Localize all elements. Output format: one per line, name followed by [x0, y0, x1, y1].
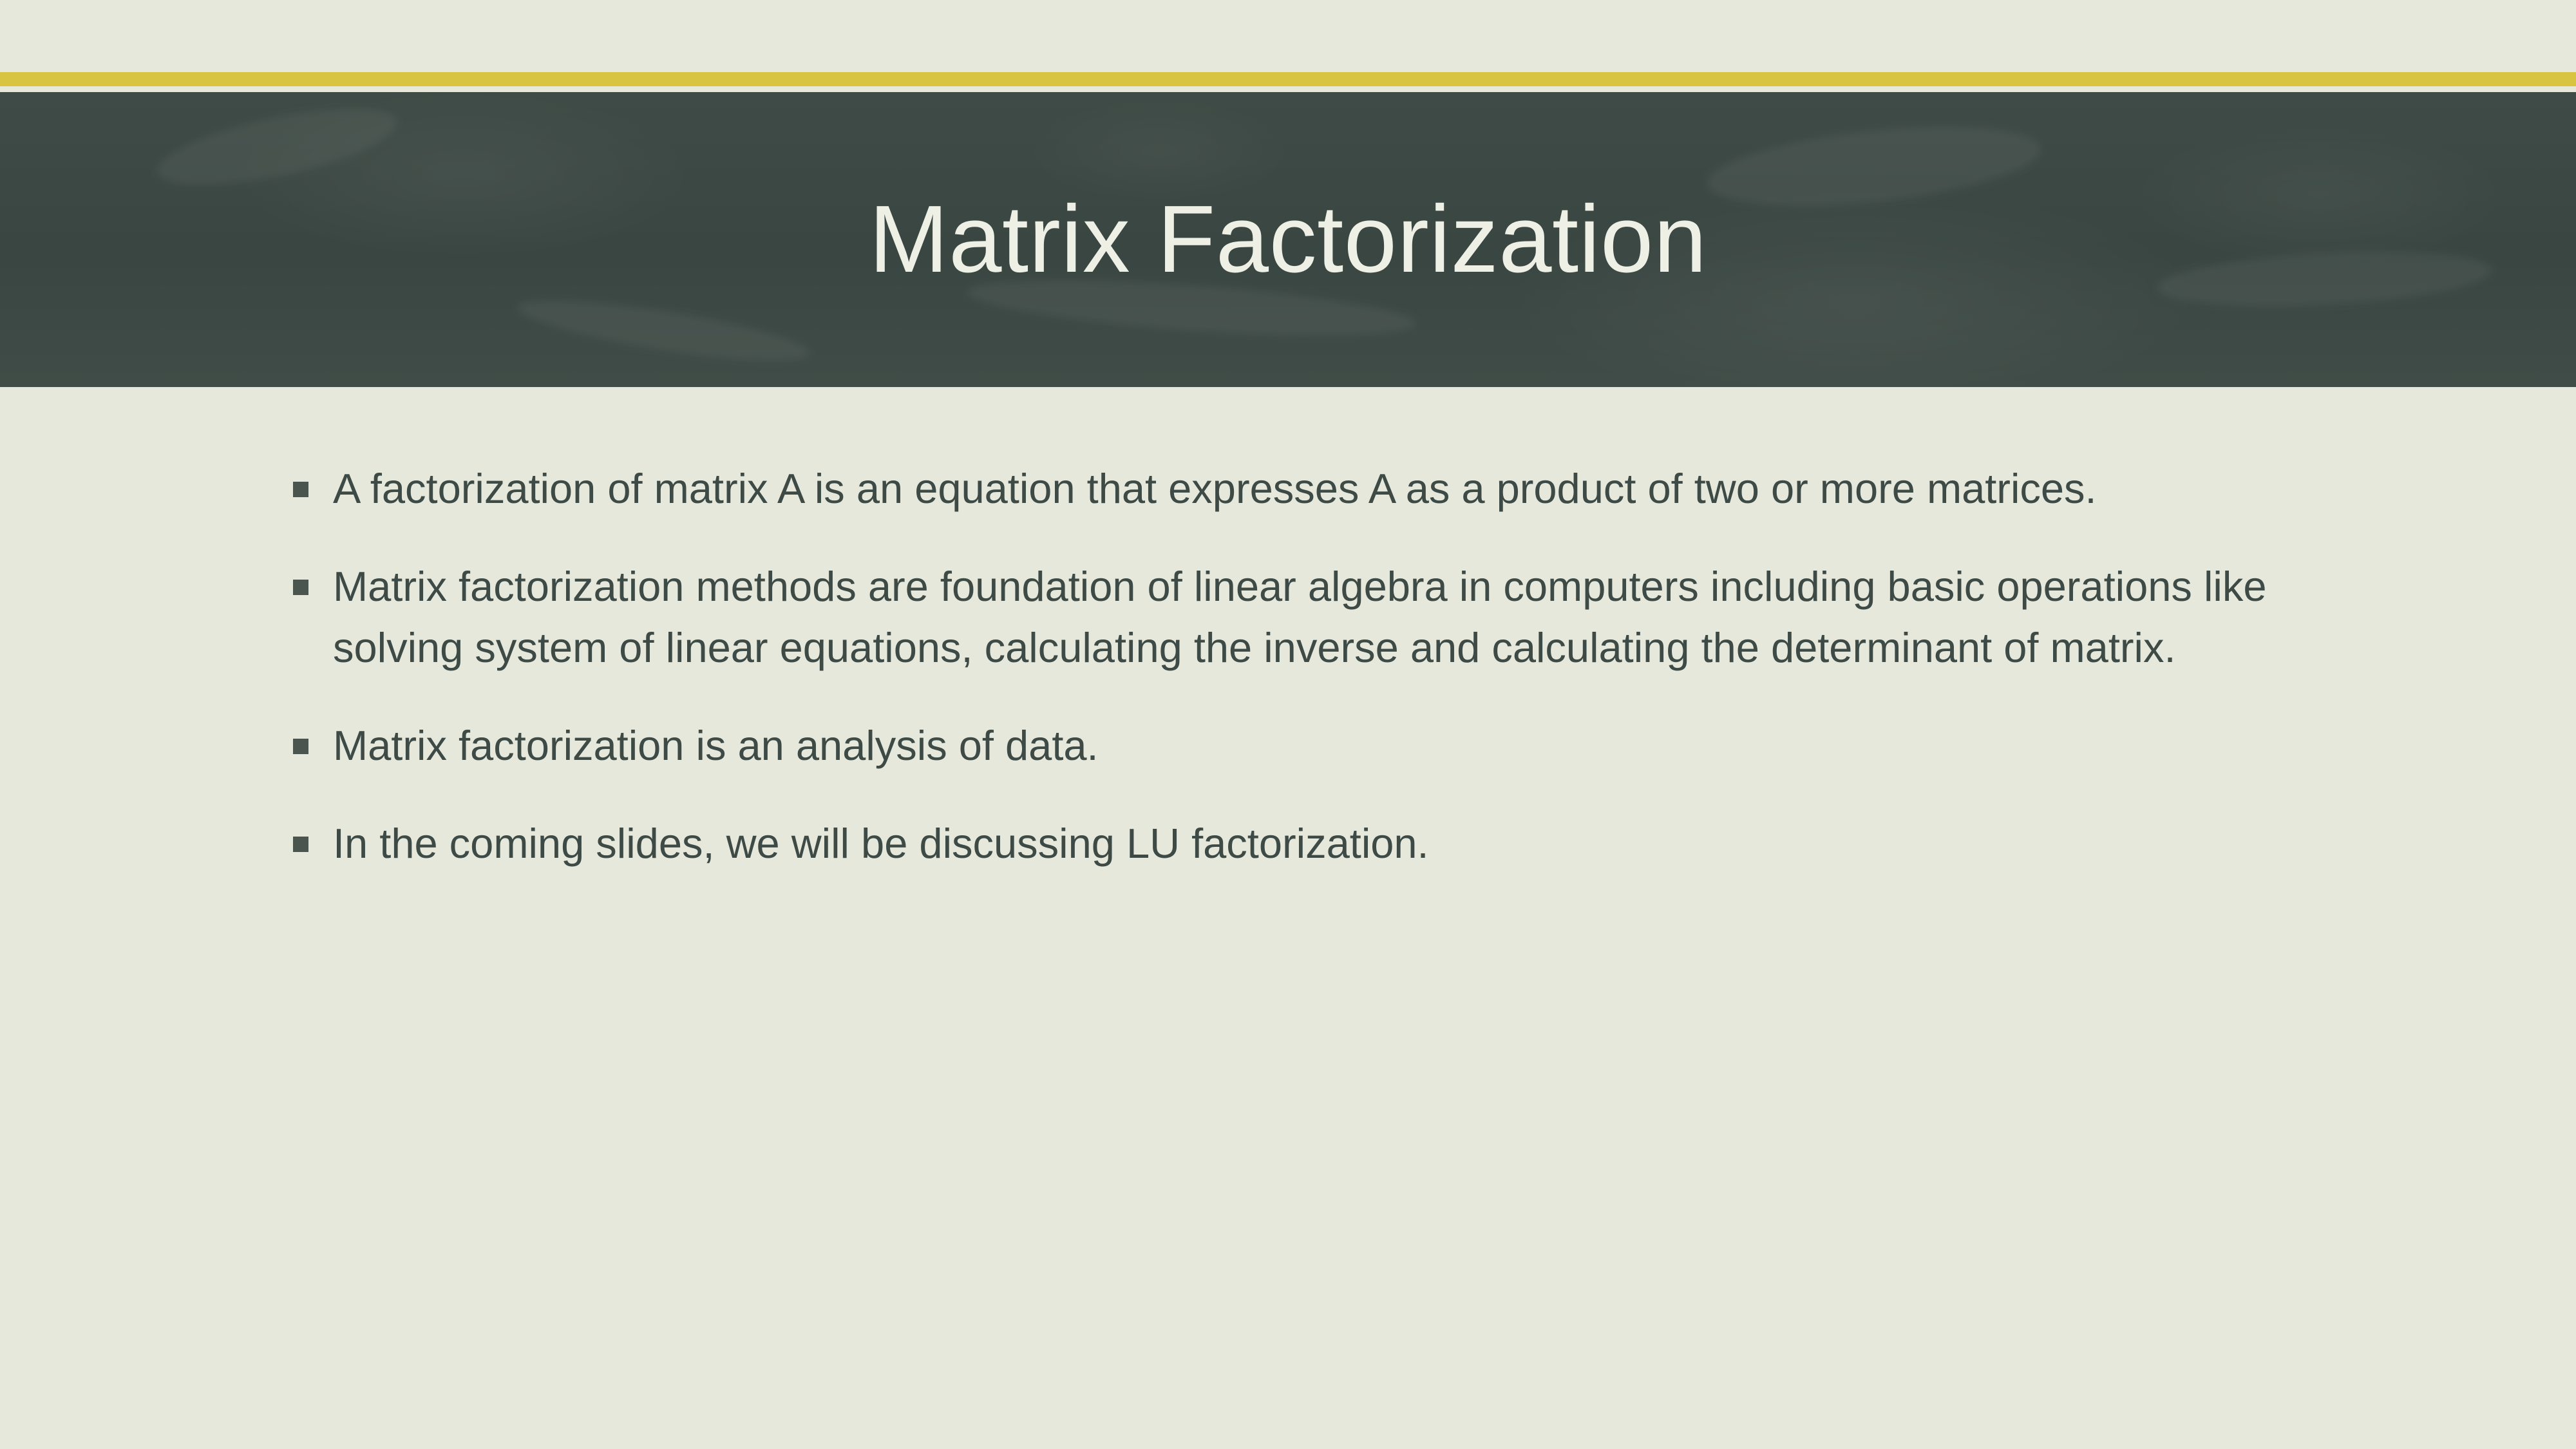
slide-title: Matrix Factorization	[869, 186, 1707, 292]
slide-body-list	[293, 459, 2328, 874]
list-item	[293, 556, 2328, 678]
list-item	[293, 459, 2328, 519]
list-item-text: Matrix factorization is an analysis of data.	[333, 721, 1099, 769]
list-item-text: A factorization of matrix A is an equation that expresses A as a product of two or more matrices.	[333, 465, 2097, 512]
accent-rule	[0, 72, 2576, 86]
square-bullet-icon	[293, 482, 308, 497]
list-item-text: Matrix factorization methods are foundation of linear algebra in computers including basic operations like solving system of linear equations, calculating the inverse and calculating the determinant of matrix.	[333, 563, 2267, 671]
square-bullet-icon	[293, 580, 308, 595]
title-banner	[0, 92, 2576, 387]
square-bullet-icon	[293, 837, 308, 852]
list-item	[293, 813, 2328, 874]
list-item	[293, 715, 2328, 776]
list-item-text: In the coming slides, we will be discussing LU factorization.	[333, 820, 1429, 867]
square-bullet-icon	[293, 739, 308, 754]
